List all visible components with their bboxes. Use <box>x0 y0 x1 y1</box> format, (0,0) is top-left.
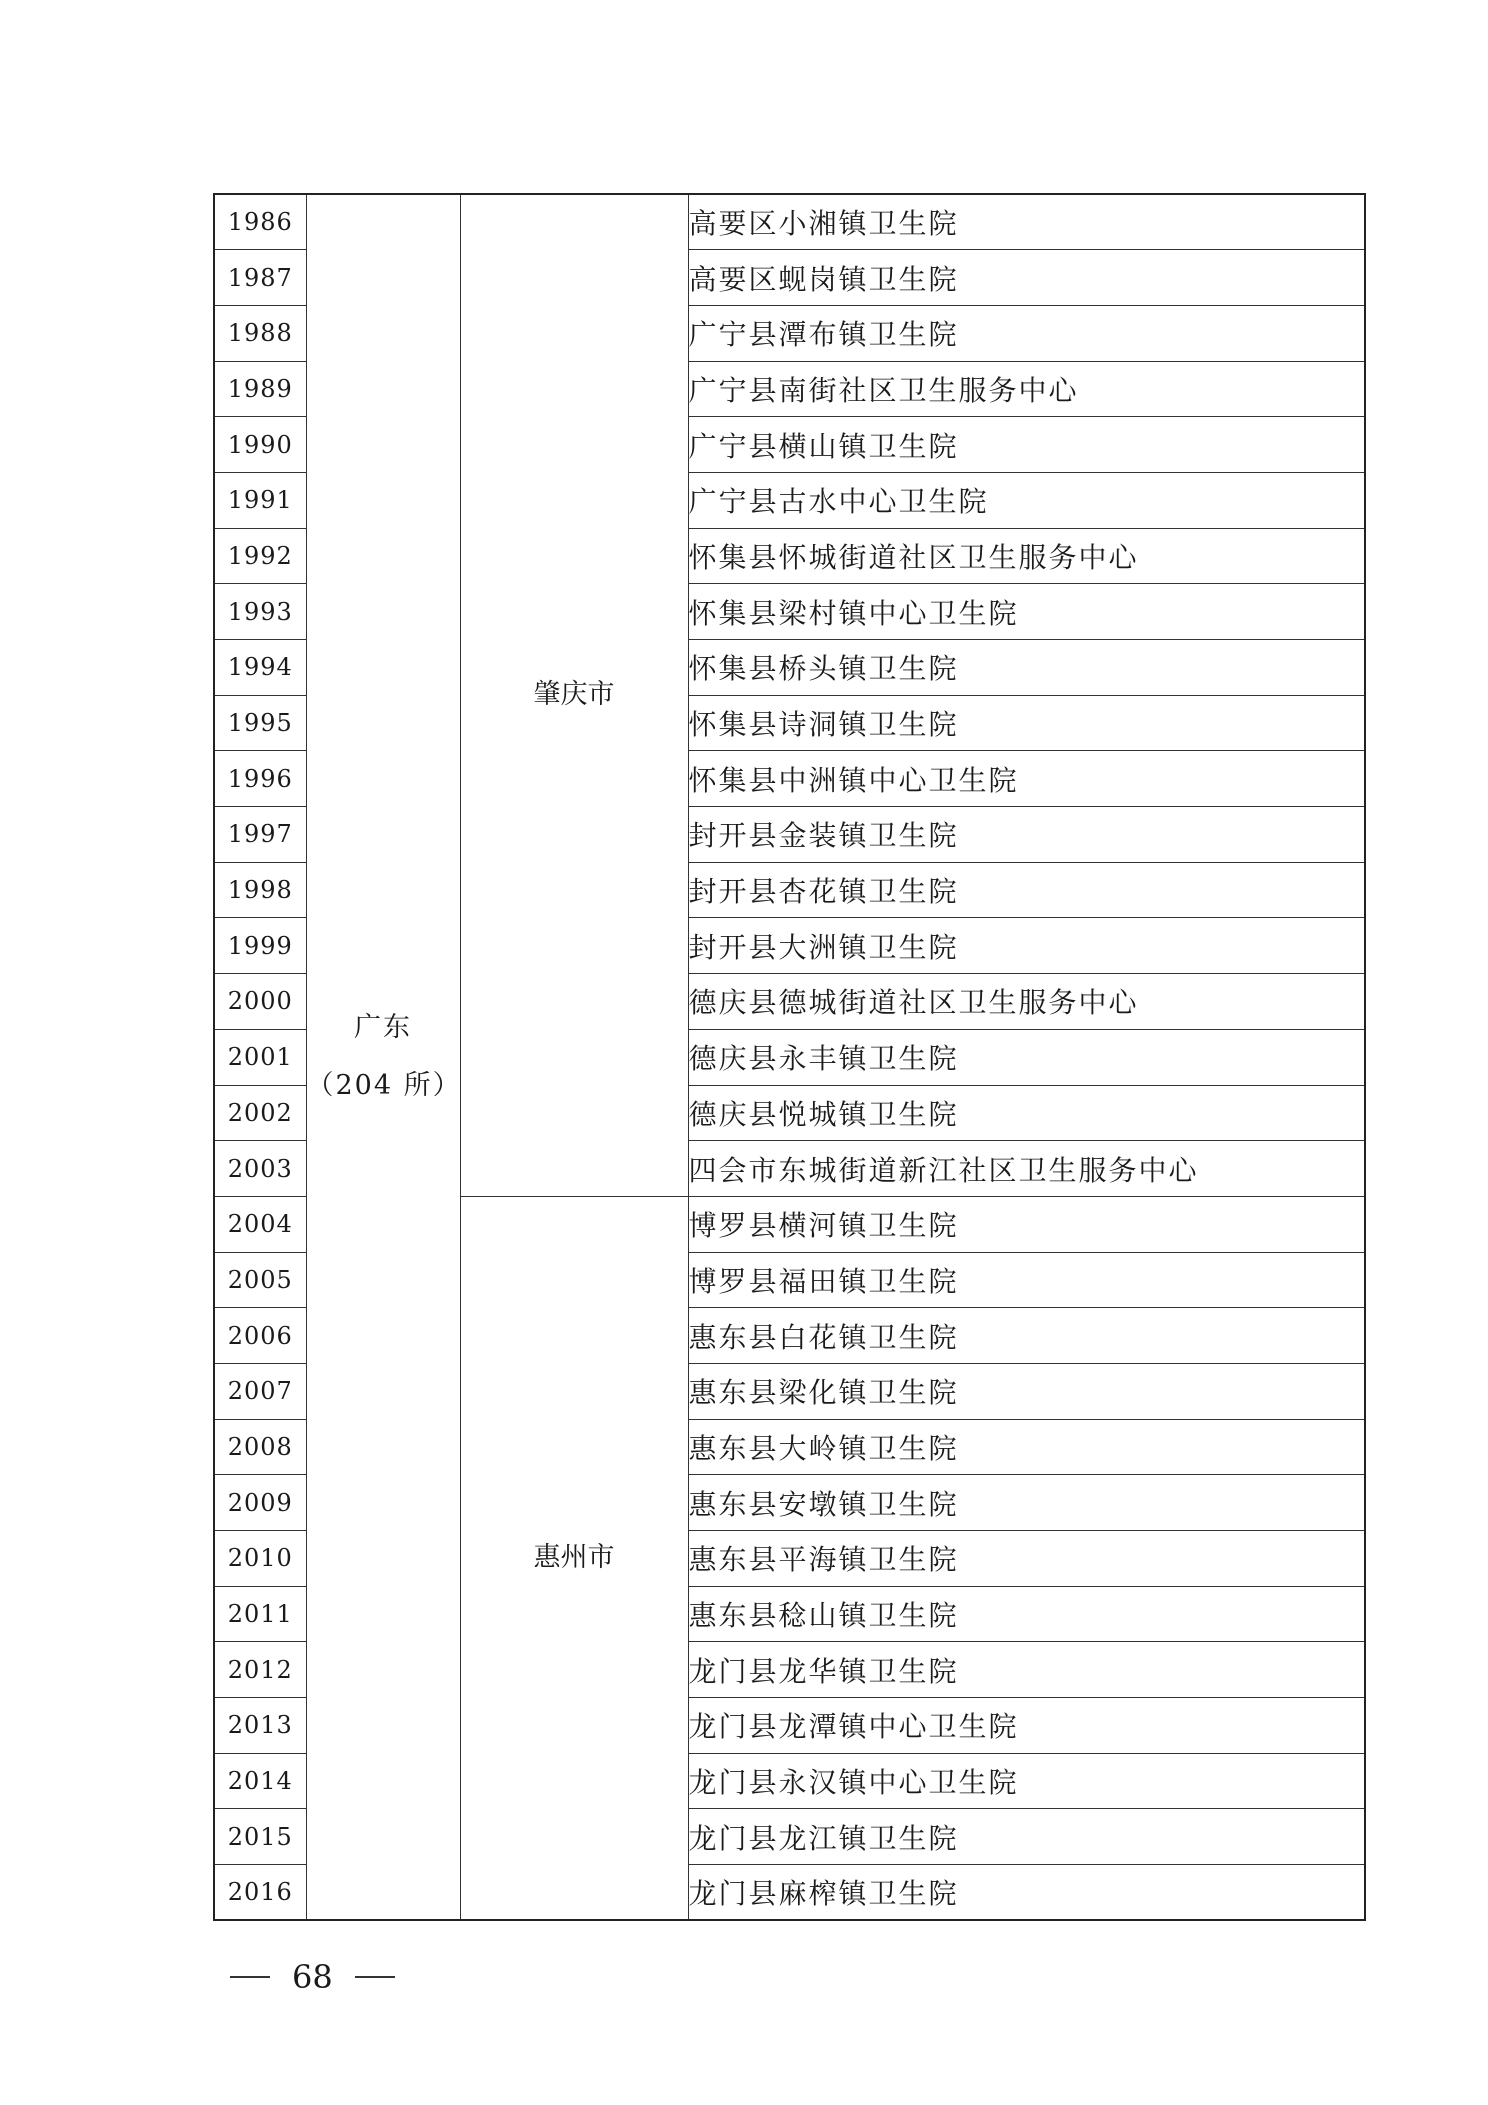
row-number: 2014 <box>214 1753 306 1809</box>
row-number: 1988 <box>214 305 306 361</box>
institution-name: 德庆县德城街道社区卫生服务中心 <box>688 974 1365 1030</box>
roster-table-wrapper <box>213 193 1364 1919</box>
institution-name: 龙门县龙江镇卫生院 <box>688 1809 1365 1865</box>
institution-name: 博罗县横河镇卫生院 <box>688 1196 1365 1252</box>
institution-name: 高要区小湘镇卫生院 <box>688 194 1365 250</box>
row-number: 2006 <box>214 1308 306 1364</box>
row-number: 2015 <box>214 1809 306 1865</box>
city-cell-zhaoqing: 肇庆市 <box>460 194 688 1196</box>
row-number: 1996 <box>214 751 306 807</box>
row-number: 2010 <box>214 1531 306 1587</box>
row-number: 2009 <box>214 1475 306 1531</box>
province-name: 广东 <box>354 1012 412 1044</box>
row-number: 1998 <box>214 862 306 918</box>
institution-name: 广宁县南街社区卫生服务中心 <box>688 361 1365 417</box>
row-number: 1987 <box>214 250 306 306</box>
row-number: 1990 <box>214 417 306 473</box>
row-number: 2016 <box>214 1865 306 1921</box>
row-number: 2007 <box>214 1363 306 1419</box>
footer-dash-right <box>355 1976 395 1978</box>
row-number: 2000 <box>214 974 306 1030</box>
institution-name: 广宁县古水中心卫生院 <box>688 472 1365 528</box>
institution-name: 广宁县横山镇卫生院 <box>688 417 1365 473</box>
row-number: 2008 <box>214 1419 306 1475</box>
institution-name: 封开县杏花镇卫生院 <box>688 862 1365 918</box>
institution-name: 封开县金装镇卫生院 <box>688 807 1365 863</box>
row-number: 1989 <box>214 361 306 417</box>
page-footer <box>230 1958 395 1996</box>
row-number: 2005 <box>214 1252 306 1308</box>
institution-name: 惠东县平海镇卫生院 <box>688 1531 1365 1587</box>
institution-name: 广宁县潭布镇卫生院 <box>688 305 1365 361</box>
row-number: 1992 <box>214 528 306 584</box>
row-number: 2004 <box>214 1196 306 1252</box>
row-number: 2001 <box>214 1029 306 1085</box>
row-number: 1994 <box>214 640 306 696</box>
institution-name: 惠东县安墩镇卫生院 <box>688 1475 1365 1531</box>
row-number: 1995 <box>214 695 306 751</box>
row-number: 2003 <box>214 1141 306 1197</box>
institution-name: 龙门县永汉镇中心卫生院 <box>688 1753 1365 1809</box>
institution-name: 封开县大洲镇卫生院 <box>688 918 1365 974</box>
institution-name: 博罗县福田镇卫生院 <box>688 1252 1365 1308</box>
institution-name: 怀集县中洲镇中心卫生院 <box>688 751 1365 807</box>
institution-name: 怀集县桥头镇卫生院 <box>688 640 1365 696</box>
institution-name: 龙门县龙华镇卫生院 <box>688 1642 1365 1698</box>
row-number: 1999 <box>214 918 306 974</box>
institution-name: 怀集县诗洞镇卫生院 <box>688 695 1365 751</box>
row-number: 2002 <box>214 1085 306 1141</box>
institution-name: 高要区蚬岗镇卫生院 <box>688 250 1365 306</box>
institution-name: 德庆县悦城镇卫生院 <box>688 1085 1365 1141</box>
institution-name: 龙门县龙潭镇中心卫生院 <box>688 1698 1365 1754</box>
footer-dash-left <box>230 1976 270 1978</box>
page-number: 68 <box>292 1958 333 1996</box>
city-cell-huizhou: 惠州市 <box>460 1196 688 1920</box>
row-number: 1997 <box>214 807 306 863</box>
institution-name: 惠东县大岭镇卫生院 <box>688 1419 1365 1475</box>
province-cell <box>306 194 460 1920</box>
institution-name: 惠东县稔山镇卫生院 <box>688 1586 1365 1642</box>
row-number: 2013 <box>214 1698 306 1754</box>
institution-name: 怀集县梁村镇中心卫生院 <box>688 584 1365 640</box>
row-number: 1991 <box>214 472 306 528</box>
row-number: 2012 <box>214 1642 306 1698</box>
row-number: 2011 <box>214 1586 306 1642</box>
row-number: 1993 <box>214 584 306 640</box>
institution-name: 惠东县梁化镇卫生院 <box>688 1363 1365 1419</box>
institution-name: 怀集县怀城街道社区卫生服务中心 <box>688 528 1365 584</box>
table-row <box>214 194 1365 250</box>
health-center-table <box>213 193 1366 1921</box>
institution-name: 龙门县麻榨镇卫生院 <box>688 1865 1365 1921</box>
row-number: 1986 <box>214 194 306 250</box>
institution-name: 四会市东城街道新江社区卫生服务中心 <box>688 1141 1365 1197</box>
institution-name: 德庆县永丰镇卫生院 <box>688 1029 1365 1085</box>
institution-name: 惠东县白花镇卫生院 <box>688 1308 1365 1364</box>
province-count: （204 所） <box>306 1070 462 1102</box>
